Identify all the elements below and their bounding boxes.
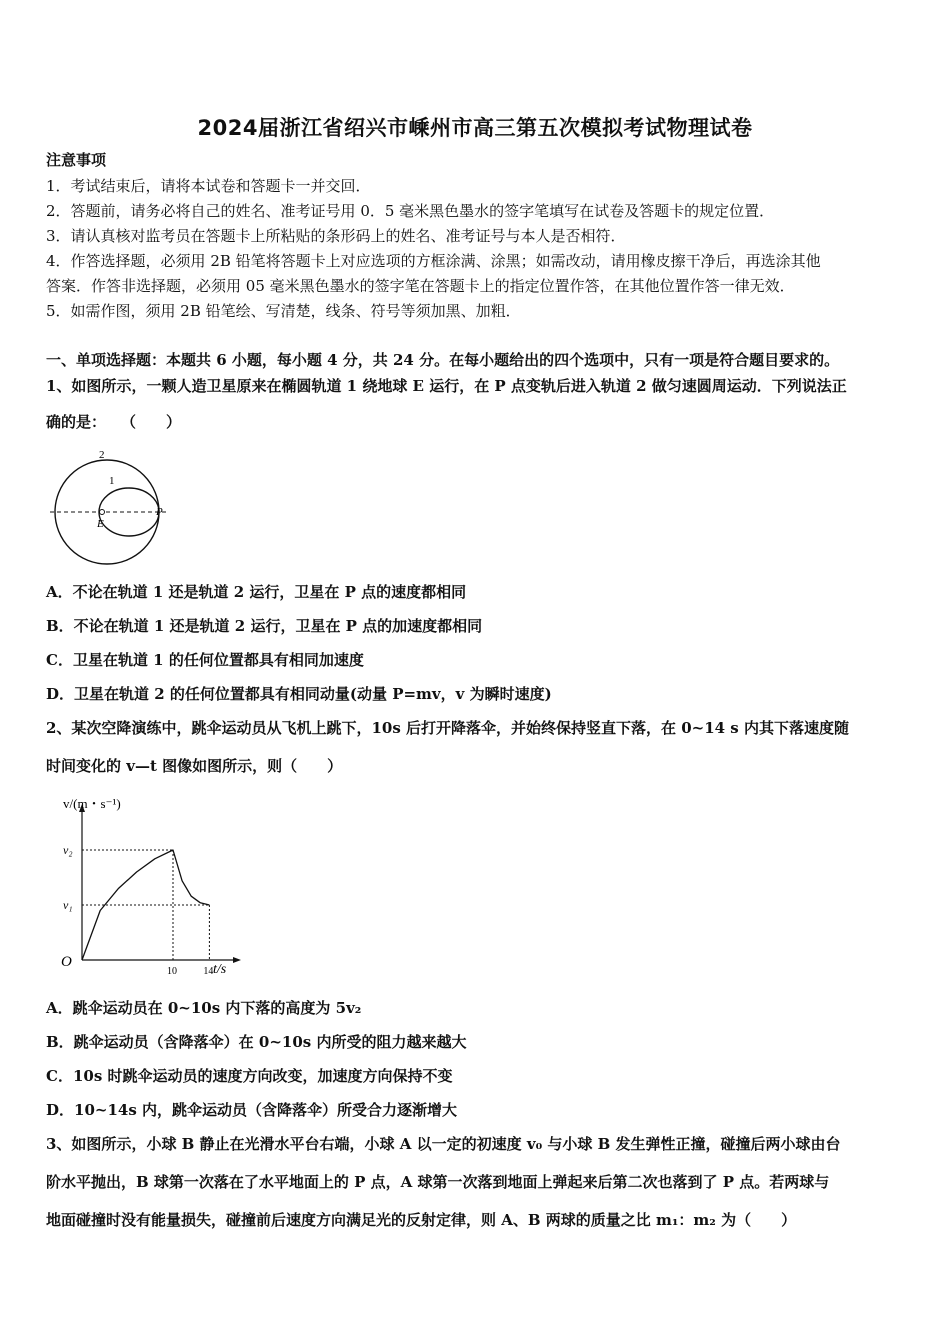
earth-marker: [100, 510, 105, 515]
orbit-diagram: [45, 446, 175, 571]
option-b: B．跳伞运动员（含降落伞）在 0~10s 内所受的阻力越来越大: [46, 1033, 467, 1051]
page-title: 2024届浙江省绍兴市嵊州市高三第五次模拟考试物理试卷: [197, 116, 753, 140]
question-1-stem: 确的是： （ ）: [46, 413, 182, 431]
notice-item: 5．如需作图，须用 2B 铅笔绘、写清楚，线条、符号等须加黑、加粗．: [46, 302, 521, 320]
question-1-stem: 1、如图所示，一颗人造卫星原来在椭圆轨道 1 绕地球 E 运行，在 P 点变轨后进入轨道 2 做匀速圆周运动．下列说法正: [46, 377, 847, 395]
notice-item: 答案．作答非选择题，必须用 05 毫米黑色墨水的签字笔在答题卡上的指定位置作答，在其他位置作答一律无效．: [46, 277, 795, 295]
question-3-stem: 3、如图所示，小球 B 静止在光滑水平台右端，小球 A 以一定的初速度 v₀ 与小球 B 发生弹性正撞，碰撞后两小球由台: [46, 1135, 841, 1153]
option-a: A．不论在轨道 1 还是轨道 2 运行，卫星在 P 点的速度都相同: [46, 583, 467, 601]
notice-item: 4．作答选择题，必须用 2B 铅笔将答题卡上对应选项的方框涂满、涂黑；如需改动，请用橡皮擦干净后，再选涂其他: [46, 252, 821, 270]
question-3-stem: 地面碰撞时没有能量损失，碰撞前后速度方向满足光的反射定律，则 A、B 两球的质量之比 m₁：m₂ 为（ ）: [46, 1211, 797, 1229]
origin-label: O: [61, 954, 72, 970]
question-2-stem: 2、某次空降演练中，跳伞运动员从飞机上跳下，10s 后打开降落伞，并始终保持竖直下落，在 0~14 s 内其下落速度随: [46, 719, 849, 737]
option-c: C．10s 时跳伞运动员的速度方向改变，加速度方向保持不变: [46, 1067, 453, 1085]
x-axis-label: t/s: [213, 962, 227, 977]
y-axis-label: v/(m・s⁻¹): [63, 796, 121, 811]
orbit-2-label: 2: [99, 449, 105, 461]
point-p-label: P: [156, 506, 163, 518]
notice-item: 3．请认真核对监考员在答题卡上所粘贴的条形码上的姓名、准考证号与本人是否相符．: [46, 227, 626, 245]
option-c: C．卫星在轨道 1 的任何位置都具有相同加速度: [46, 651, 364, 669]
option-a: A．跳伞运动员在 0~10s 内下落的高度为 5v₂: [46, 999, 362, 1017]
orbit-1-label: 1: [109, 475, 115, 487]
notice-heading: 注意事项: [46, 151, 107, 169]
option-d: D．卫星在轨道 2 的任何位置都具有相同动量(动量 P=mv，v 为瞬时速度): [46, 685, 552, 703]
question-2-stem: 时间变化的 v—t 图像如图所示，则（ ）: [46, 757, 343, 775]
option-b: B．不论在轨道 1 还是轨道 2 运行，卫星在 P 点的加速度都相同: [46, 617, 483, 635]
y-tick-label: v₁: [63, 898, 73, 912]
earth-label: E: [97, 518, 104, 530]
notice-item: 1．考试结束后，请将本试卷和答题卡一并交回．: [46, 177, 371, 195]
x-axis-arrow: [233, 957, 241, 963]
section-heading: 一、单项选择题：本题共 6 小题，每小题 4 分，共 24 分。在每小题给出的四个选项中，只有一项是符合题目要求的。: [46, 351, 840, 369]
x-tick-label: 10: [167, 966, 177, 977]
vt-chart: [55, 790, 245, 980]
question-3-stem: 阶水平抛出，B 球第一次落在了水平地面上的 P 点，A 球第一次落到地面上弹起来后第二次也落到了 P 点。若两球与: [46, 1173, 830, 1191]
notice-item: 2．答题前，请务必将自己的姓名、准考证号用 0．5 毫米黑色墨水的签字笔填写在试卷及答题卡的规定位置．: [46, 202, 775, 220]
y-tick-label: v₂: [63, 843, 73, 857]
option-d: D．10~14s 内，跳伞运动员（含降落伞）所受合力逐渐增大: [46, 1101, 457, 1119]
x-tick-label: 14: [203, 966, 214, 977]
